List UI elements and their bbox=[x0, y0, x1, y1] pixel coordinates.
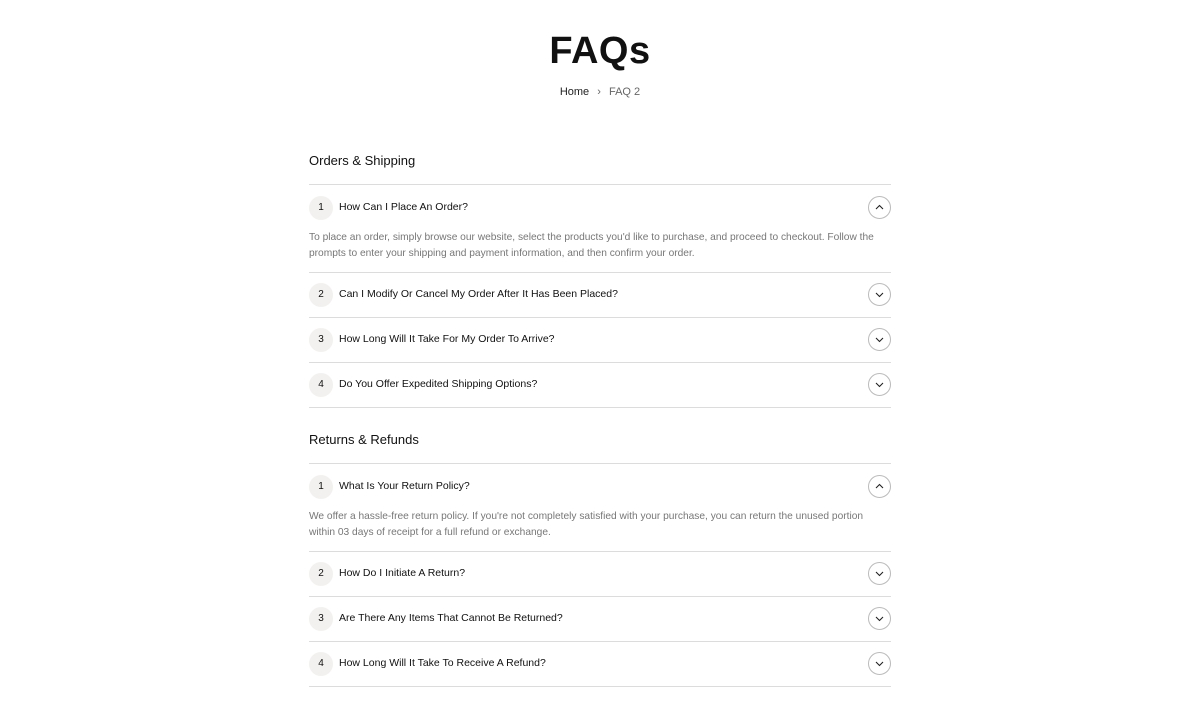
faq-number-badge: 4 bbox=[309, 652, 333, 676]
faq-number-badge: 2 bbox=[309, 283, 333, 307]
faq-question-toggle[interactable] bbox=[309, 317, 891, 362]
chevron-down-icon[interactable] bbox=[868, 607, 891, 630]
faq-question: How Long Will It Take For My Order To Arrive? bbox=[339, 333, 555, 345]
faq-item bbox=[309, 317, 891, 363]
faq-question-toggle[interactable] bbox=[309, 185, 891, 230]
faq-item bbox=[309, 362, 891, 408]
faq-number-badge: 3 bbox=[309, 607, 333, 631]
faq-item bbox=[309, 596, 891, 642]
breadcrumb bbox=[0, 86, 1200, 98]
faq-question: Can I Modify Or Cancel My Order After It Has Been Placed? bbox=[339, 288, 618, 300]
faq-item bbox=[309, 464, 891, 552]
faq-question-toggle[interactable] bbox=[309, 464, 891, 509]
faq-question: What Is Your Return Policy? bbox=[339, 480, 470, 492]
faq-question: Do You Offer Expedited Shipping Options? bbox=[339, 378, 538, 390]
faq-question-toggle[interactable] bbox=[309, 551, 891, 596]
faq-question-toggle[interactable] bbox=[309, 641, 891, 686]
chevron-down-icon[interactable] bbox=[868, 652, 891, 675]
section-title-orders-shipping: Orders & Shipping bbox=[309, 153, 416, 168]
faq-number-badge: 4 bbox=[309, 373, 333, 397]
faq-answer: To place an order, simply browse our website, select the products you'd like to purchase, and proceed to checkout. Follow the prompts to enter your shipping and payment information, and then confirm your order. bbox=[309, 232, 874, 259]
chevron-down-icon[interactable] bbox=[868, 328, 891, 351]
chevron-down-icon[interactable] bbox=[868, 283, 891, 306]
faq-question-toggle[interactable] bbox=[309, 272, 891, 317]
faq-question: Are There Any Items That Cannot Be Returned? bbox=[339, 612, 563, 624]
faq-answer: We offer a hassle-free return policy. If you're not completely satisfied with your purchase, you can return the unused portion within 03 days of receipt for a full refund or exchange. bbox=[309, 511, 864, 538]
breadcrumb-home-link[interactable]: Home bbox=[559, 86, 590, 98]
faq-number-badge: 1 bbox=[309, 196, 333, 220]
chevron-down-icon[interactable] bbox=[868, 562, 891, 585]
chevron-up-icon[interactable] bbox=[868, 475, 891, 498]
faq-question: How Long Will It Take To Receive A Refund? bbox=[339, 657, 546, 669]
faq-item bbox=[309, 272, 891, 318]
faq-number-badge: 2 bbox=[309, 562, 333, 586]
faq-item bbox=[309, 551, 891, 597]
faq-number-badge: 3 bbox=[309, 328, 333, 352]
faq-question: How Do I Initiate A Return? bbox=[339, 567, 466, 579]
faq-question: How Can I Place An Order? bbox=[339, 201, 468, 213]
faq-question-toggle[interactable] bbox=[309, 362, 891, 407]
faq-item bbox=[309, 641, 891, 687]
page-title: FAQs bbox=[549, 30, 651, 72]
section-title-returns-refunds: Returns & Refunds bbox=[309, 432, 419, 447]
faq-number-badge: 1 bbox=[309, 475, 333, 499]
faq-question-toggle[interactable] bbox=[309, 596, 891, 641]
breadcrumb-current: FAQ 2 bbox=[608, 86, 641, 98]
breadcrumb-separator-icon: › bbox=[597, 86, 601, 98]
chevron-down-icon[interactable] bbox=[868, 373, 891, 396]
faq-item bbox=[309, 185, 891, 273]
chevron-up-icon[interactable] bbox=[868, 196, 891, 219]
